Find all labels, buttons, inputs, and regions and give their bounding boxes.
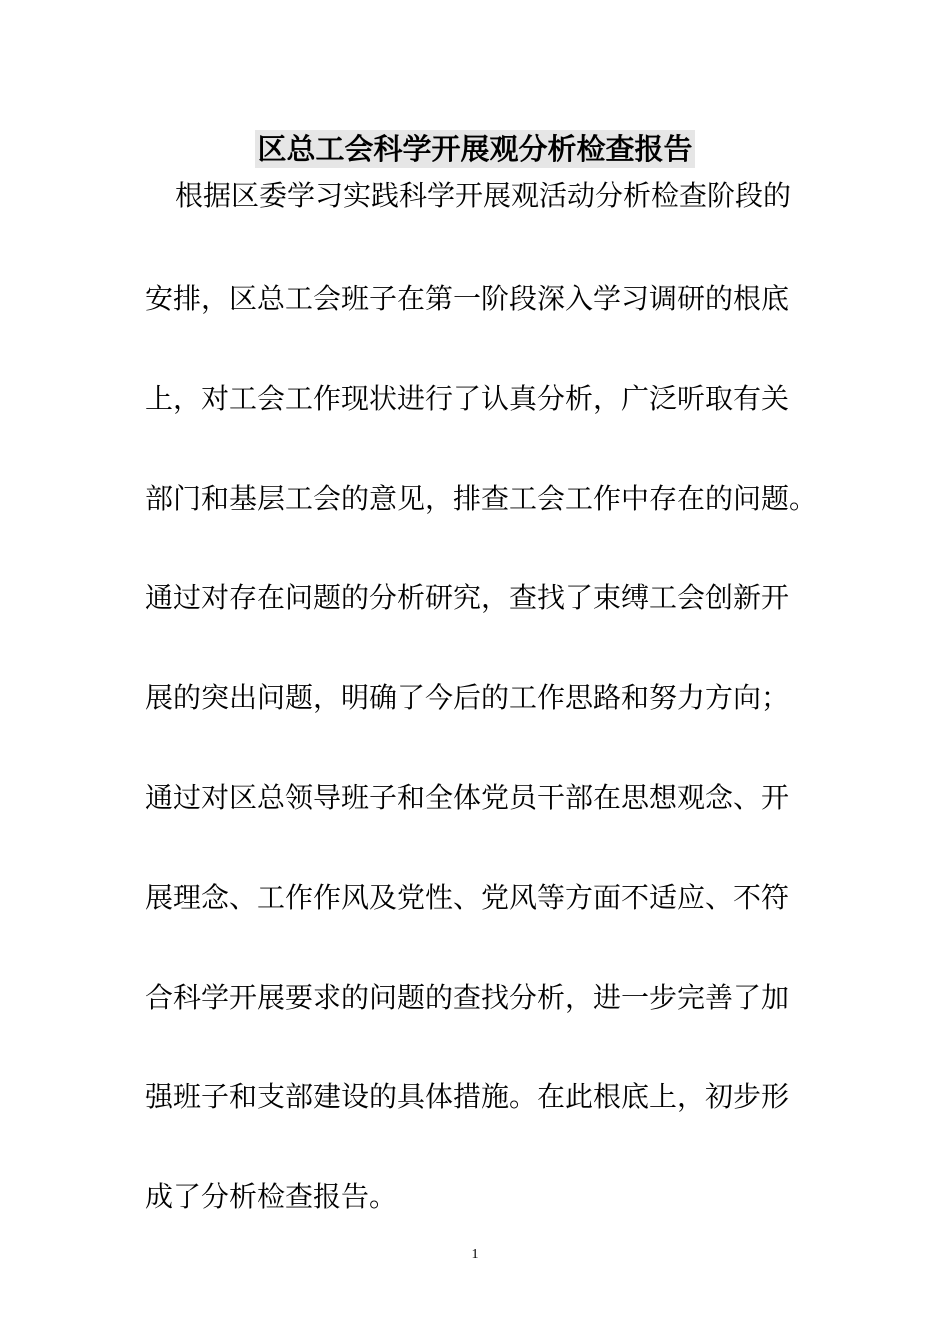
body-line-2: 安排，区总工会班子在第一阶段深入学习调研的根底 <box>145 282 790 315</box>
body-line-3: 上，对工会工作现状进行了认真分析，广泛听取有关 <box>145 382 790 415</box>
body-line-11: 成了分析检查报告。 <box>145 1180 398 1213</box>
body-line-6: 展的突出问题，明确了今后的工作思路和努力方向； <box>145 681 790 714</box>
body-line-9: 合科学开展要求的问题的查找分析，进一步完善了加 <box>145 981 790 1014</box>
page-number: 1 <box>471 1247 479 1262</box>
body-line-1: 根据区委学习实践科学开展观活动分析检查阶段的 <box>175 179 792 212</box>
document-title: 区总工会科学开展观分析检查报告 <box>257 132 693 166</box>
body-line-7: 通过对区总领导班子和全体党员干部在思想观念、开 <box>145 781 790 814</box>
body-line-5: 通过对存在问题的分析研究，查找了束缚工会创新开 <box>145 581 790 614</box>
body-line-4: 部门和基层工会的意见，排查工会工作中存在的问题。 <box>145 482 818 515</box>
title-container <box>0 130 950 168</box>
body-line-8: 展理念、工作作风及党性、党风等方面不适应、不符 <box>145 881 790 914</box>
body-line-10: 强班子和支部建设的具体措施。在此根底上，初步形 <box>145 1080 790 1113</box>
